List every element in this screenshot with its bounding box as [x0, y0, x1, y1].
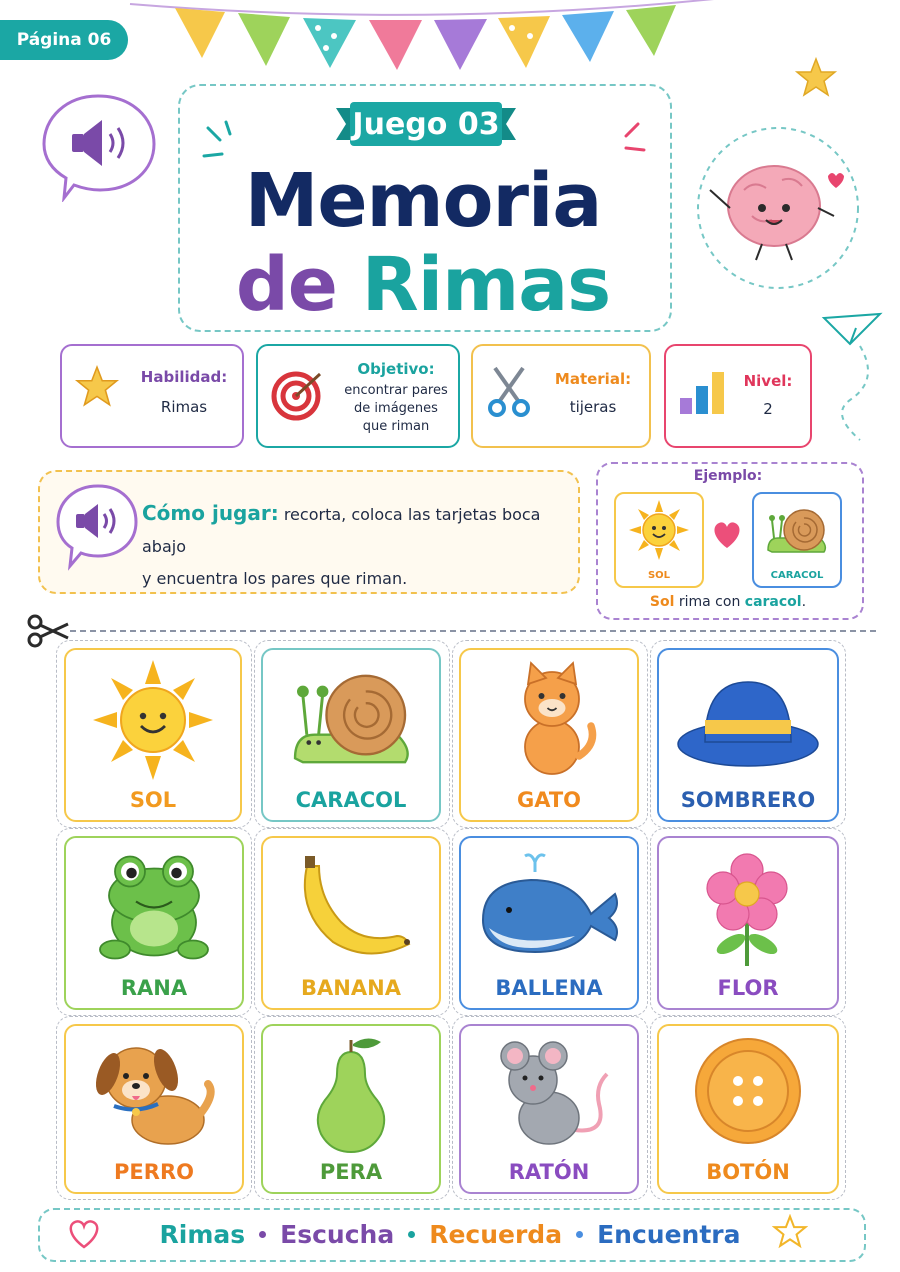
- card-rana[interactable]: [64, 836, 244, 1010]
- target-icon: [270, 366, 326, 422]
- footer-dot: [576, 1231, 583, 1238]
- example-caption: [596, 594, 860, 610]
- card-sombrero[interactable]: [657, 648, 839, 822]
- footer-keywords: [38, 1210, 862, 1258]
- example-card-label: SOL: [647, 570, 671, 581]
- card-flor[interactable]: [657, 836, 839, 1010]
- banana-icon: [293, 852, 413, 968]
- info-card-skill: [60, 344, 244, 448]
- page-badge: Página 06: [0, 20, 128, 60]
- example-card-sol: [614, 492, 704, 588]
- paper-plane-icon: [820, 310, 884, 450]
- bunting-decoration: [0, 0, 900, 90]
- card-perro[interactable]: [64, 1024, 244, 1194]
- example-card-label: CARACOL: [770, 570, 824, 581]
- title-de: de: [235, 242, 337, 328]
- pear-icon: [301, 1034, 401, 1154]
- star-icon: [794, 56, 838, 100]
- level-label: Nivel:: [743, 372, 793, 390]
- footer-word-escucha: Escucha: [280, 1219, 395, 1249]
- heart-icon: [710, 520, 744, 550]
- card-boton[interactable]: [657, 1024, 839, 1194]
- bar-chart-icon: [678, 368, 728, 416]
- card-pera[interactable]: [261, 1024, 441, 1194]
- dog-icon: [88, 1034, 218, 1154]
- footer-word-recuerda: Recuerda: [429, 1219, 563, 1249]
- example-title: Ejemplo:: [693, 468, 763, 484]
- skill-value: Rimas: [160, 398, 208, 416]
- sun-icon: [629, 500, 689, 560]
- skill-label: Habilidad:: [140, 368, 228, 386]
- card-label: BANANA: [301, 976, 401, 1000]
- level-value: 2: [763, 400, 773, 418]
- speaker-bubble-icon: [40, 90, 160, 202]
- card-label: SOMBRERO: [680, 788, 816, 812]
- scissors-icon: [485, 364, 533, 418]
- card-label: RANA: [120, 976, 188, 1000]
- footer-dot: [408, 1231, 415, 1238]
- card-label: BALLENA: [495, 976, 603, 1000]
- example-end: .: [801, 594, 807, 610]
- card-label: PERRO: [114, 1160, 194, 1184]
- how-to-play-heading: Cómo jugar:: [142, 501, 279, 525]
- mouse-icon: [487, 1034, 617, 1154]
- game-number: Juego 03: [352, 106, 500, 142]
- sun-icon: [93, 660, 213, 780]
- speaker-bubble-icon: [54, 480, 140, 572]
- objective-line: de imágenes: [354, 401, 438, 416]
- objective-value: [334, 382, 458, 436]
- objective-line: encontrar pares: [344, 383, 448, 398]
- frog-icon: [94, 850, 214, 968]
- card-caracol[interactable]: [261, 648, 441, 822]
- card-raton[interactable]: [459, 1024, 639, 1194]
- card-ballena[interactable]: [459, 836, 639, 1010]
- footer-word-rimas: Rimas: [159, 1219, 246, 1249]
- objective-line: que riman: [362, 419, 430, 434]
- example-middle: rima con: [674, 594, 745, 610]
- card-label: CARACOL: [295, 788, 407, 812]
- card-label: PERA: [319, 1160, 383, 1184]
- material-label: Material:: [554, 370, 632, 388]
- card-label: SOL: [129, 788, 177, 812]
- flower-icon: [697, 848, 797, 970]
- info-card-level: [664, 344, 812, 448]
- cat-icon: [507, 660, 597, 780]
- card-sol[interactable]: [64, 648, 242, 822]
- material-value: tijeras: [569, 398, 617, 416]
- footer-dot: [259, 1231, 266, 1238]
- card-label: BOTÓN: [706, 1160, 790, 1184]
- card-label: GATO: [516, 788, 582, 812]
- button-icon: [693, 1036, 803, 1146]
- example-card-caracol: [752, 492, 842, 588]
- whale-icon: [475, 848, 625, 968]
- info-card-material: [471, 344, 651, 448]
- card-label: RATÓN: [508, 1160, 590, 1184]
- snail-icon: [287, 664, 417, 774]
- hat-icon: [675, 676, 821, 772]
- brain-mascot-icon: [694, 124, 864, 294]
- example-word2: caracol: [744, 594, 802, 610]
- how-to-play-line1: recorta, coloca las tarjetas boca abajo: [142, 505, 541, 556]
- example-word1: Sol: [649, 594, 675, 610]
- title-de-rimas: [178, 240, 668, 330]
- star-icon: [74, 364, 120, 410]
- how-to-play-line2: y encuentra los pares que riman.: [142, 569, 408, 588]
- title-rimas: Rimas: [361, 242, 611, 328]
- how-to-play-text: [142, 497, 572, 595]
- card-label: FLOR: [717, 976, 779, 1000]
- card-banana[interactable]: [261, 836, 441, 1010]
- cards-grid: [56, 640, 846, 1200]
- card-gato[interactable]: [459, 648, 639, 822]
- cut-line: [70, 630, 876, 632]
- footer-word-encuentra: Encuentra: [597, 1219, 741, 1249]
- snail-icon: [764, 502, 830, 558]
- objective-label: Objetivo:: [357, 360, 435, 378]
- info-card-objective: [256, 344, 460, 448]
- title-memoria: Memoria: [244, 158, 602, 244]
